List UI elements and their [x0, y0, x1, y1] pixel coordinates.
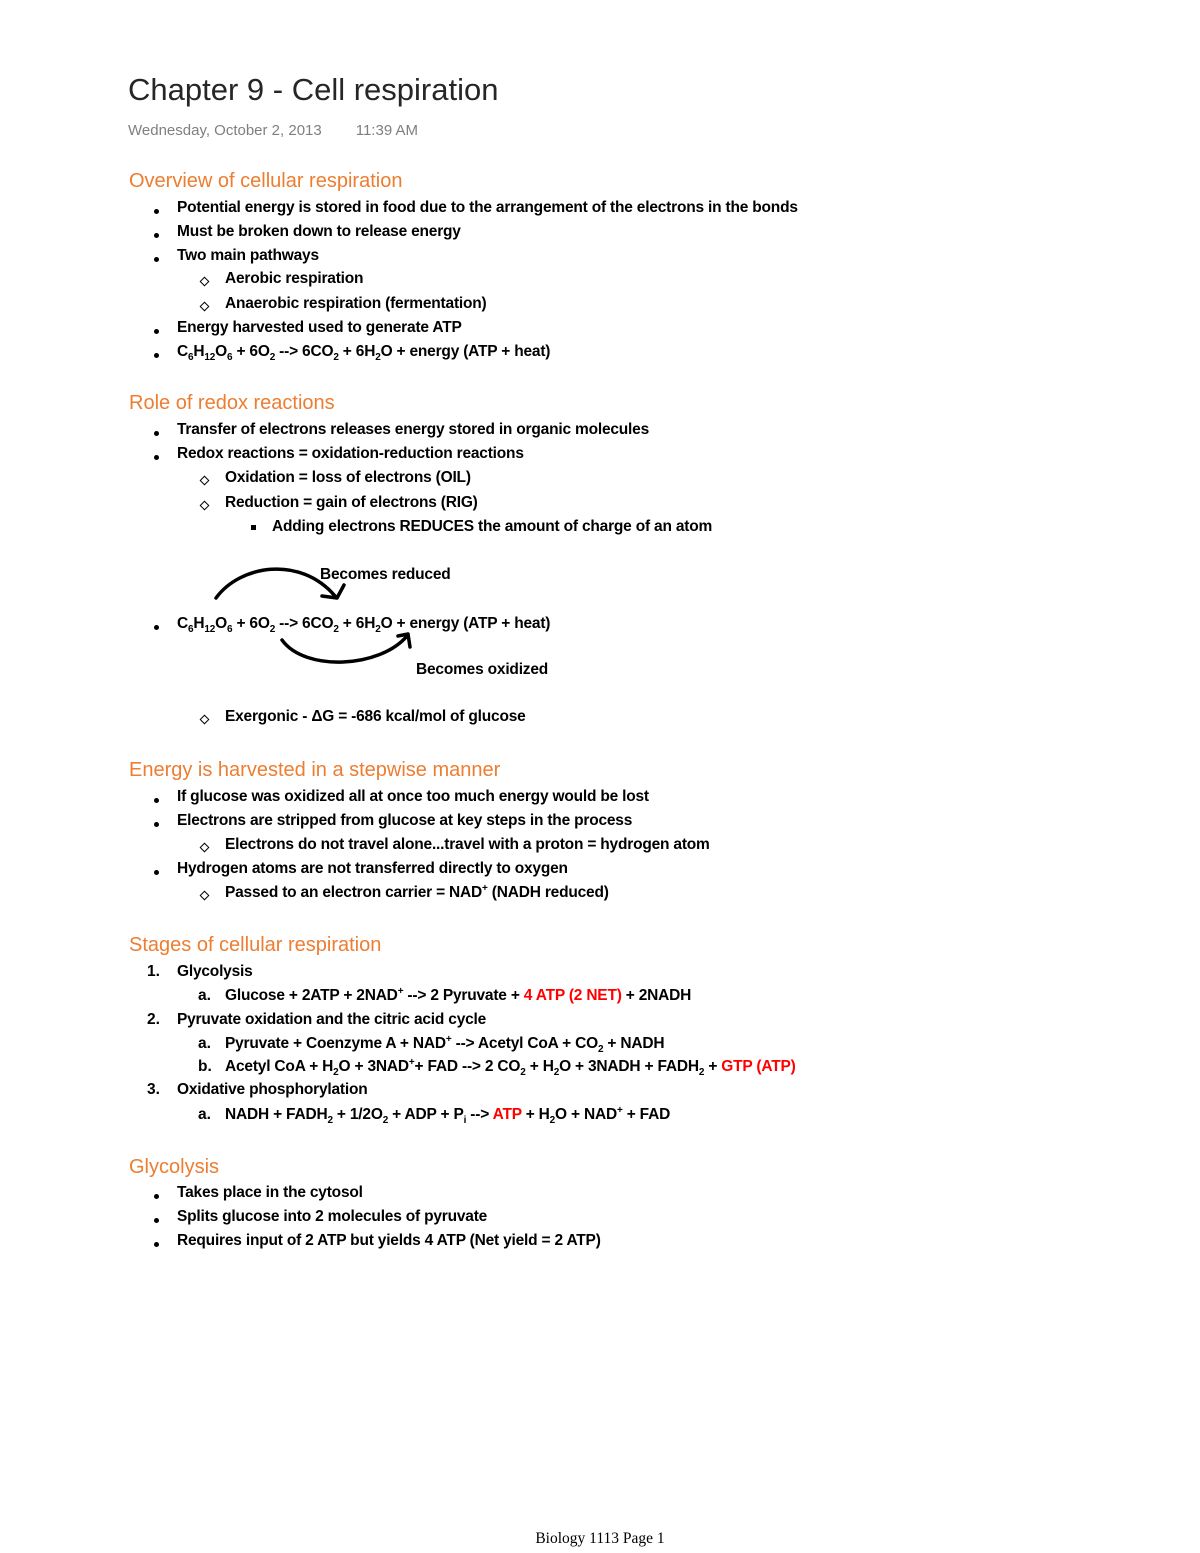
- list-item: Redox reactions = oxidation-reduction reactions: [177, 445, 524, 462]
- list-item: Pyruvate oxidation and the citric acid cycle: [177, 1011, 487, 1028]
- list-item: Potential energy is stored in food due to the arrangement of the electrons in the bonds: [177, 199, 798, 216]
- list-item: Energy harvested used to generate ATP: [177, 319, 462, 336]
- label-becomes-reduced: Becomes reduced: [320, 566, 451, 583]
- list-item: Electrons are stripped from glucose at key steps in the process: [177, 812, 633, 829]
- heading-stages: Stages of cellular respiration: [129, 934, 382, 956]
- list-item: Aerobic respiration: [225, 270, 364, 287]
- list-item: Must be broken down to release energy: [177, 223, 461, 240]
- equation-respiration: $C_6H_{12}O_6 + 6O_2$ --> $6CO_2 + 6H_2O$ + energy (ATP + heat): [177, 343, 551, 364]
- list-letter: a.: [198, 1106, 211, 1123]
- page-title: Chapter 9 - Cell respiration: [128, 72, 499, 107]
- list-item: Glycolysis: [177, 963, 253, 980]
- equation-pyruvate-oxidation: Pyruvate + Coenzyme A + NAD+ --> Acetyl CoA + $CO_2$ + NADH: [225, 1033, 665, 1056]
- list-item: Splits glucose into 2 molecules of pyruvate: [177, 1208, 488, 1225]
- list-item: Hydrogen atoms are not transferred directly to oxygen: [177, 860, 568, 877]
- list-item: Electrons do not travel alone...travel with a proton = hydrogen atom: [225, 836, 710, 853]
- note-time: 11:39 AM: [355, 122, 418, 139]
- label-becomes-oxidized: Becomes oxidized: [416, 661, 549, 678]
- bullet-dot: [154, 1242, 159, 1247]
- list-number: 3.: [147, 1081, 160, 1098]
- list-item: Requires input of 2 ATP but yields 4 ATP (Net yield = 2 ATP): [177, 1232, 601, 1249]
- list-item: If glucose was oxidized all at once too much energy would be lost: [177, 788, 649, 805]
- list-number: 1.: [147, 963, 160, 980]
- heading-redox: Role of redox reactions: [129, 392, 335, 414]
- list-letter: b.: [198, 1058, 212, 1075]
- list-letter: a.: [198, 987, 211, 1004]
- list-item: Oxidative phosphorylation: [177, 1081, 368, 1098]
- heading-overview: Overview of cellular respiration: [129, 170, 403, 192]
- heading-glycolysis: Glycolysis: [129, 1156, 220, 1178]
- list-number: 2.: [147, 1011, 160, 1028]
- bullet-dot: [154, 870, 159, 875]
- list-item: Adding electrons REDUCES the amount of charge of an atom: [272, 518, 713, 535]
- list-item: Anaerobic respiration (fermentation): [225, 295, 487, 312]
- bullet-dot: [154, 1218, 159, 1223]
- note-date: Wednesday, October 2, 2013: [128, 122, 322, 139]
- list-item: Reduction = gain of electrons (RIG): [225, 494, 478, 511]
- list-item: Exergonic - ΔG = -686 kcal/mol of glucose: [225, 708, 526, 725]
- equation-glycolysis: Glucose + 2ATP + 2NAD+ --> 2 Pyruvate + 4 ATP (2 NET) + 2NADH: [225, 985, 692, 1004]
- bullet-dot: [154, 798, 159, 803]
- bullet-dot: [154, 822, 159, 827]
- bullet-dot: [154, 1194, 159, 1199]
- list-item: Takes place in the cytosol: [177, 1184, 363, 1201]
- equation-citric-acid: Acetyl CoA + $H_2O + 3NAD^++$ FAD --> 2 $CO_2 + H_2O$ + 3NADH + $FADH_2$ + GTP (ATP): [225, 1056, 796, 1079]
- list-item: Two main pathways: [177, 247, 319, 264]
- list-item: Passed to an electron carrier = NAD+ (NADH reduced): [225, 882, 609, 901]
- list-item: Transfer of electrons releases energy stored in organic molecules: [177, 421, 649, 438]
- list-letter: a.: [198, 1035, 211, 1052]
- equation-oxidative-phosphorylation: NADH + $FADH_2 + 1/2O_2$ + ADP + $P_i$ --> ATP + $H_2O + NAD^+$ + FAD: [225, 1104, 671, 1127]
- page-footer: Biology 1113 Page 1: [535, 1530, 665, 1547]
- list-item: Oxidation = loss of electrons (OIL): [225, 469, 471, 486]
- equation-redox: $C_6H_{12}O_6 + 6O_2$ --> $6CO_2 + 6H_2O$ + energy (ATP + heat): [177, 615, 551, 636]
- heading-stepwise: Energy is harvested in a stepwise manner: [129, 759, 501, 781]
